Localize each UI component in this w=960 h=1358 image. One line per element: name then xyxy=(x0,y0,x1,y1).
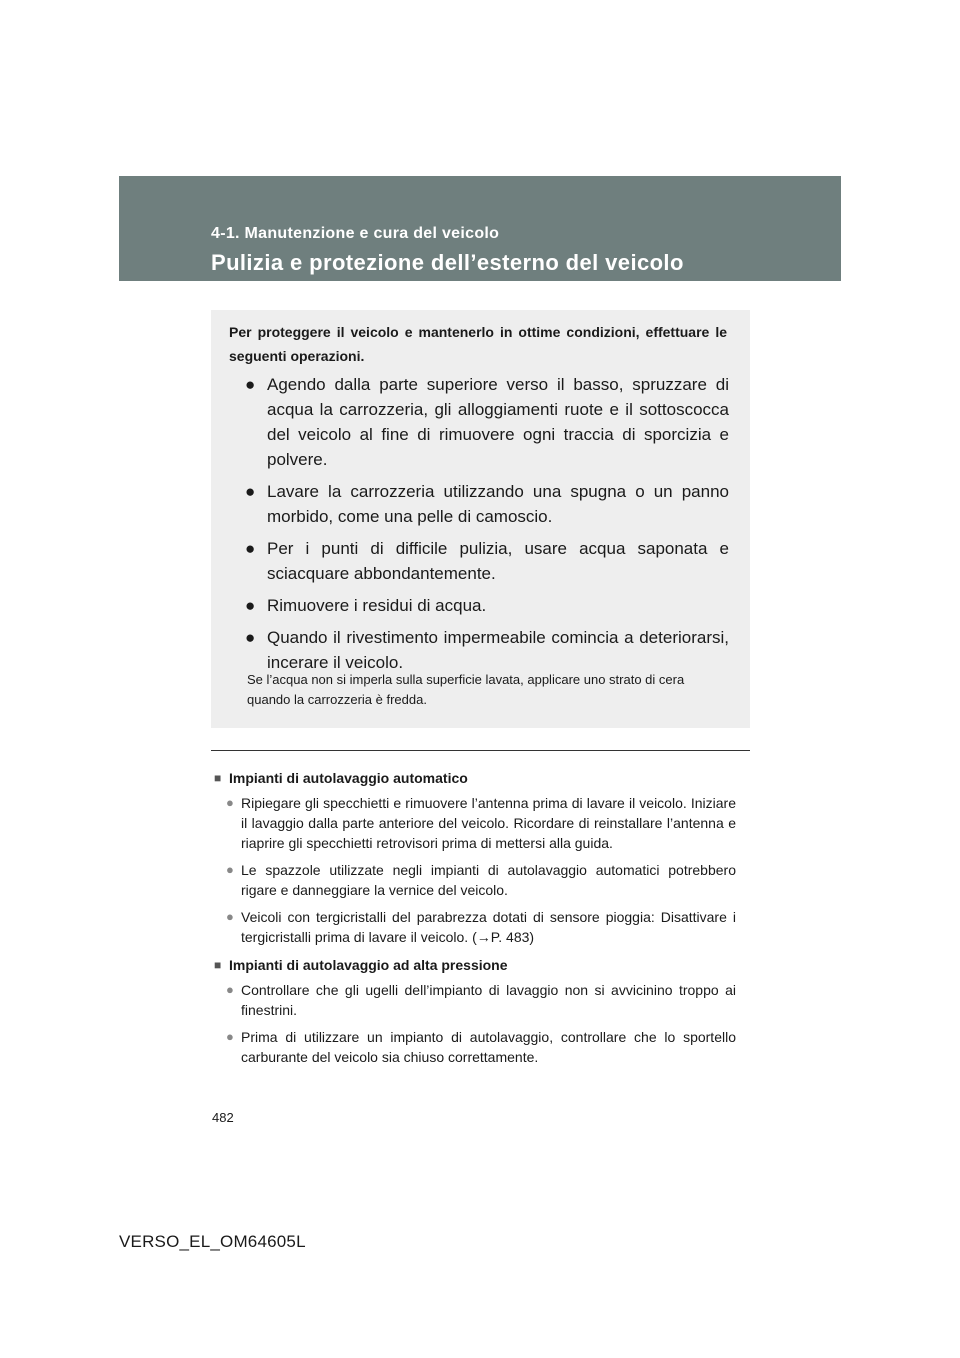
intro-note: Se l’acqua non si imperla sulla superficie lavata, applicare uno strato di cera quando la carrozzeria è fredda. xyxy=(247,672,685,707)
intro-list xyxy=(245,372,729,682)
list-item-text: Le spazzole utilizzate negli impianti di autolavaggio automatici potrebbero rigare e danneggiare la vernice del veicolo. xyxy=(241,862,736,898)
list-item-text: Prima di utilizzare un impianto di autolavaggio, controllare che lo sportello carburante del veicolo sia chiuso correttamente. xyxy=(241,1029,736,1065)
bullet-icon: ● xyxy=(226,1029,234,1044)
intro-item-text: Quando il rivestimento impermeabile comincia a deteriorarsi, incerare il veicolo. xyxy=(267,628,729,672)
page-number: 482 xyxy=(212,1110,234,1125)
page-title: Pulizia e protezione dell’esterno del veicolo xyxy=(211,250,684,275)
section-heading-text: Impianti di autolavaggio automatico xyxy=(229,770,468,786)
section-heading xyxy=(214,767,736,789)
list-item xyxy=(214,980,736,1020)
intro-item-text: Lavare la carrozzeria utilizzando una spugna o un panno morbido, come una pelle di camoscio. xyxy=(267,482,729,526)
intro-item-text: Rimuovere i residui di acqua. xyxy=(267,596,487,615)
intro-item-text: Per i punti di difficile pulizia, usare acqua saponata e sciacquare abbondantemente. xyxy=(267,539,729,583)
intro-box xyxy=(211,310,750,728)
bullet-icon: ● xyxy=(226,982,234,997)
bullet-icon: ● xyxy=(245,596,256,615)
list-item-text: Controllare che gli ugelli dell’impianto di lavaggio non si avvicinino troppo ai finestrini. xyxy=(241,982,736,1018)
section-heading-text: Impianti di autolavaggio ad alta pressione xyxy=(229,957,508,973)
list-item xyxy=(214,860,736,900)
intro-item xyxy=(245,536,729,586)
content xyxy=(214,767,736,1074)
bullet-icon: ● xyxy=(245,539,256,558)
bullet-icon: ● xyxy=(226,795,234,810)
intro-item xyxy=(245,372,729,472)
section-list xyxy=(214,980,736,1067)
document-code: VERSO_EL_OM64605L xyxy=(119,1232,306,1251)
intro-item-text: Agendo dalla parte superiore verso il basso, spruzzare di acqua la carrozzeria, gli alloggiamenti ruote e il sottoscocca del veicolo al fine di rimuovere ogni traccia di sporcizia e polvere. xyxy=(267,375,729,469)
square-bullet-icon: ■ xyxy=(214,771,222,785)
list-item xyxy=(214,907,736,947)
intro-item xyxy=(245,593,729,618)
list-item xyxy=(214,793,736,853)
section-heading xyxy=(214,954,736,976)
bullet-icon: ● xyxy=(245,628,256,647)
list-item-text: Veicoli con tergicristalli del parabrezza dotati di sensore pioggia: Disattivare i tergicristalli prima di lavare il veicolo. (→P. 483) xyxy=(241,909,736,945)
intro-item xyxy=(245,479,729,529)
section-label: 4-1. Manutenzione e cura del veicolo xyxy=(211,225,500,242)
section-list xyxy=(214,793,736,947)
intro-item xyxy=(245,625,729,675)
square-bullet-icon: ■ xyxy=(214,958,222,972)
bullet-icon: ● xyxy=(226,909,234,924)
header-band xyxy=(119,176,841,281)
list-item xyxy=(214,1027,736,1067)
bullet-icon: ● xyxy=(226,862,234,877)
list-item-text: Ripiegare gli specchietti e rimuovere l’antenna prima di lavare il veicolo. Iniziare il lavaggio dalla parte anteriore del veicolo. Ricordare di reinstallare l’antenna e riaprire gli specchietti retrovisori prima di mettersi alla guida. xyxy=(241,795,736,851)
divider xyxy=(211,750,750,751)
bullet-icon: ● xyxy=(245,482,256,501)
bullet-icon: ● xyxy=(245,375,256,394)
intro-lead: Per proteggere il veicolo e mantenerlo in ottime condizioni, effettuare le seguenti operazioni. xyxy=(229,324,727,364)
